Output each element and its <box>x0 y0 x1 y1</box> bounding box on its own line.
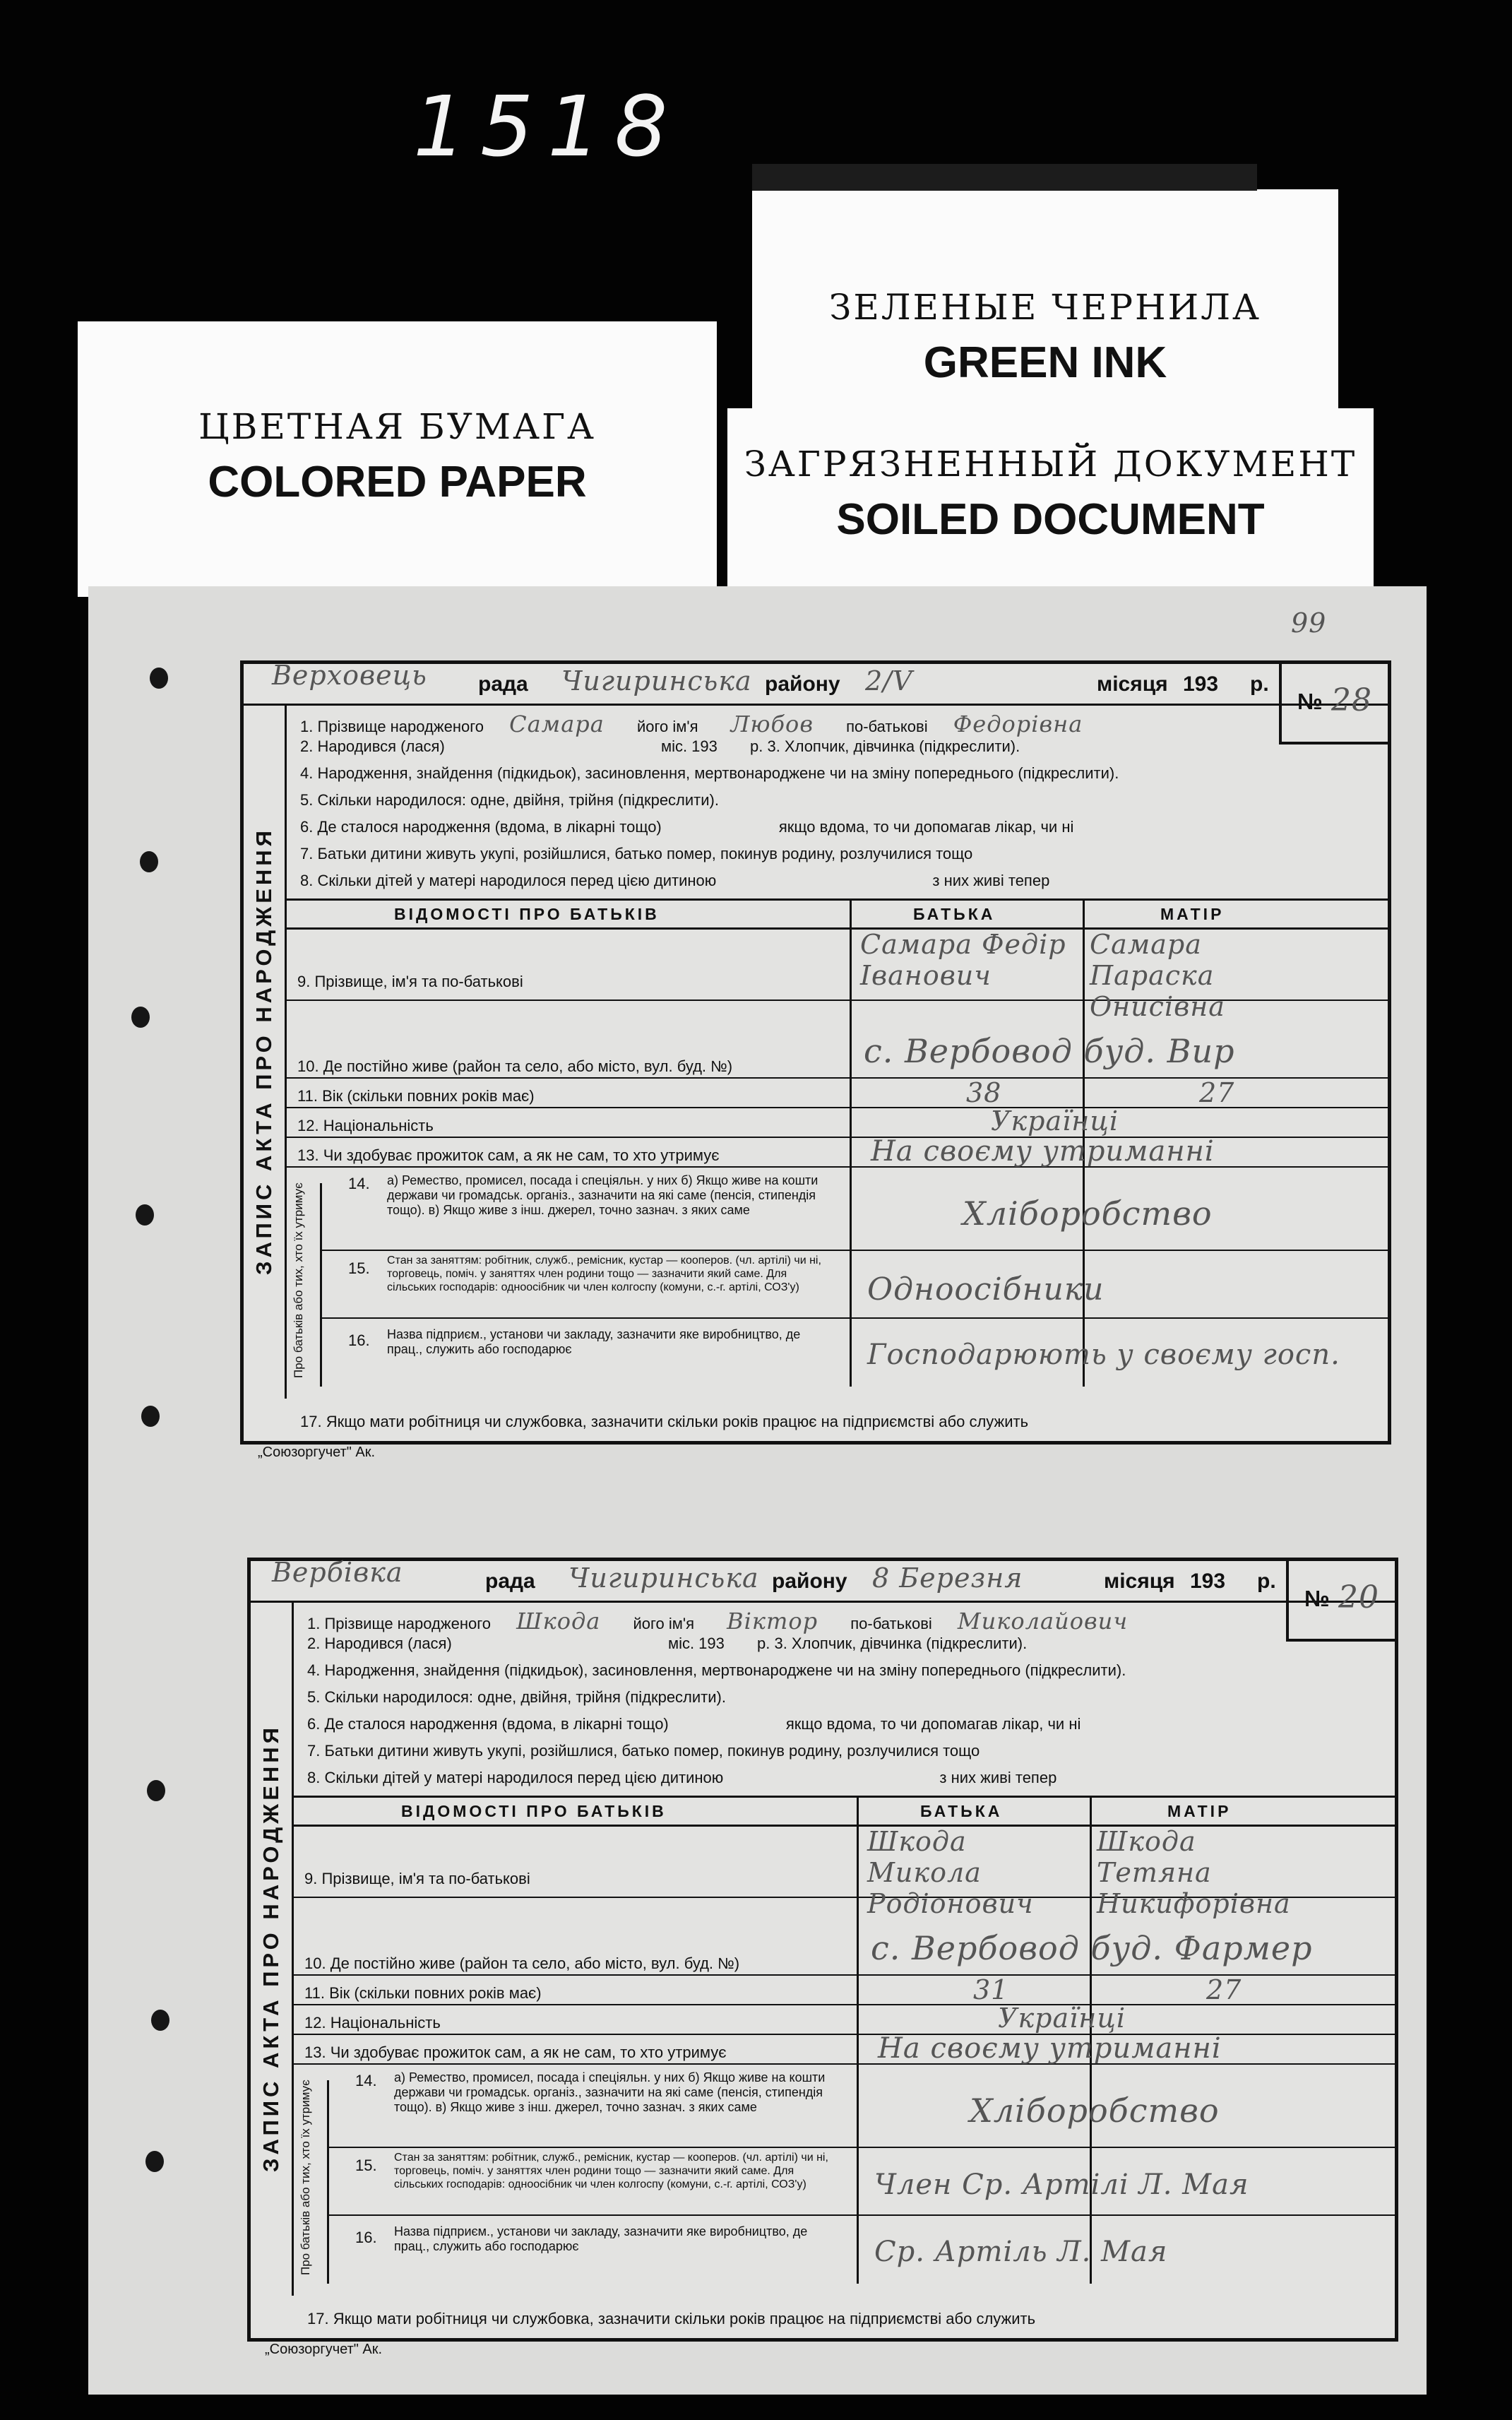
parents-status: Одноосібники <box>867 1271 1105 1307</box>
row-divider <box>327 2214 1395 2216</box>
row-15-number: 15. <box>348 1259 370 1277</box>
rada-label: рада <box>478 672 528 696</box>
parents-table <box>285 898 1388 1387</box>
q6-doctor-label: якщо вдома, то чи допомагав лікар, чи ні <box>785 1715 1081 1733</box>
question-4: 4. Народження, знайдення (підкидьок), засиновлення, мертвонароджене чи на зміну попереднього (підкреслити). <box>300 764 1119 782</box>
father-age: 38 <box>966 1077 1002 1108</box>
sub-side-label: Про батьків або тих, хто їх утримує <box>299 2080 312 2275</box>
row-15-label: Стан за заняттям: робітник, служб., ремісник, кустар — кооперов. (чл. артілі) чи ні, торговець, поміч. у заняттях член родини тощо — зазначити який саме. Для сільських господарів: одноосібник чи член колгоспу (комуни, с.-г. артілі, СОЗ'у) <box>394 2152 828 2190</box>
mother-name: Шкода Тетяна Никифорівна <box>1097 1826 1291 1919</box>
row-12-label: 12. Національність <box>297 1117 434 1134</box>
year-suffix: р. <box>1250 672 1269 696</box>
row-16-label: Назва підприєм., установи чи закладу, зазначити яке виробництво, де прац., служить або господарює <box>394 2224 808 2253</box>
q6-doctor-label: якщо вдома, то чи допомагав лікар, чи ні <box>778 818 1074 836</box>
row-10-label: 10. Де постійно живе (район та село, або місто, вул. буд. №) <box>304 1955 740 1972</box>
row-divider <box>292 2063 1395 2065</box>
row-divider <box>327 2147 1395 2148</box>
printer-mark: „Союзоргучет" Ак. <box>258 1445 376 1460</box>
row-divider <box>320 1317 1388 1319</box>
form-side-title: ЗАПИС АКТА ПРО НАРОДЖЕННЯ <box>258 1724 283 2172</box>
notice-green-ink-ru: ЗЕЛЕНЫЕ ЧЕРНИЛА <box>829 287 1261 328</box>
row-14-label: а) Ремество, промисел, посада і спеціяльн. у них б) Якщо живе на кошти держави чи громадськ. організ., зазначити на які саме (пенсія, стипендія тощо). в) Якщо живе з інш. джерел, точно зазнач. з яких саме <box>394 2070 826 2114</box>
parents-workplace: Ср. Артіль Л. Мая <box>874 2236 1168 2268</box>
notice-colored-paper-en: COLORED PAPER <box>208 458 587 506</box>
col-divider <box>857 1798 859 2284</box>
form-header <box>244 660 1388 706</box>
form-side-title: ЗАПИС АКТА ПРО НАРОДЖЕННЯ <box>251 827 276 1275</box>
parents-nationality: Українці <box>998 2003 1126 2034</box>
record-number: 20 <box>1338 1579 1379 1615</box>
parents-table <box>292 1796 1395 2284</box>
binding-hole <box>147 1780 165 1801</box>
sub-divider <box>327 2080 329 2284</box>
parents-support: На своєму утриманні <box>878 2032 1222 2065</box>
question-2 <box>300 737 1020 756</box>
row-16-number: 16. <box>355 2229 377 2246</box>
form-header <box>251 1557 1395 1603</box>
question-5: 5. Скільки народилося: одне, двійня, трійня (підкреслити). <box>307 1688 726 1706</box>
notice-soiled-document <box>727 408 1374 588</box>
parents-workplace: Господарюють у своєму госп. <box>867 1339 1340 1371</box>
row-divider <box>285 1166 1388 1168</box>
q8-label: 8. Скільки дітей у матері народилося перед цією дитиною <box>300 872 717 889</box>
parents-table-header <box>285 901 1388 930</box>
q1-label: 1. Прізвище народженого <box>307 1615 491 1632</box>
row-14-label: а) Ремество, промисел, посада і спеціяльн. у них б) Якщо живе на кошти держави чи громадськ. організ., зазначити на які саме (пенсія, стипендія тощо). в) Якщо живе з інш. джерел, точно зазнач. з яких саме <box>387 1173 818 1217</box>
birth-day: 8 Березня <box>872 1562 1023 1594</box>
q6-label: 6. Де сталося народження (вдома, в лікарні тощо) <box>307 1715 669 1733</box>
parents-occupation: Хліборобство <box>963 1194 1213 1233</box>
sub-divider <box>320 1183 322 1387</box>
child-first-name: Любов <box>730 711 814 737</box>
parents-residence: с. Вербовод буд. Фармер <box>871 1929 1313 1967</box>
notice-green-ink <box>752 189 1338 410</box>
page-number: 99 <box>1291 607 1327 639</box>
q1-patronymic-label: по-батькові <box>846 718 928 735</box>
row-divider <box>292 2034 1395 2035</box>
tape-strip <box>752 164 1257 191</box>
notice-colored-paper-ru: ЦВЕТНАЯ БУМАГА <box>198 406 596 447</box>
rada-label: рада <box>485 1570 535 1593</box>
row-16-number: 16. <box>348 1331 370 1349</box>
q2-sex-label: р. 3. Хлопчик, дівчинка (підкреслити). <box>750 737 1020 755</box>
father-name: Самара Федір Іванович <box>860 929 1066 991</box>
birth-record-form <box>240 660 1391 1445</box>
hdr-mother: МАТІР <box>1167 1802 1232 1820</box>
parents-status: Член Ср. Артілі Л. Мая <box>874 2169 1249 2201</box>
year-label: 193 <box>1183 672 1219 696</box>
sub-side-label: Про батьків або тих, хто їх утримує <box>292 1182 305 1378</box>
q1-first-name-label: його ім'я <box>636 718 698 735</box>
rada-name: Чигиринська <box>569 1562 759 1594</box>
q8-living-label: з них живі тепер <box>932 872 1050 889</box>
month-label: місяця <box>1097 672 1168 696</box>
parents-nationality: Українці <box>991 1105 1119 1137</box>
question-6 <box>300 818 1073 836</box>
form-side-title-column <box>251 1601 294 2296</box>
row-divider <box>320 1250 1388 1251</box>
row-15-number: 15. <box>355 2157 377 2174</box>
row-15-label: Стан за заняттям: робітник, служб., ремісник, кустар — кооперов. (чл. артілі) чи ні, торговець, поміч. у заняттях член родини тощо — зазначити який саме. Для сільських господарів: одноосібник чи член колгоспу (комуни, с.-г. артілі, СОЗ'у) <box>387 1255 821 1293</box>
col-divider <box>850 901 852 1387</box>
parents-occupation: Хліборобство <box>970 2092 1220 2130</box>
question-6 <box>307 1715 1081 1733</box>
binding-hole <box>140 851 158 872</box>
row-9-label: 9. Прізвище, ім'я та по-батькові <box>297 973 523 990</box>
record-number-box <box>1286 1561 1395 1642</box>
parents-support: На своєму утриманні <box>871 1135 1215 1168</box>
binding-hole <box>150 668 168 689</box>
record-number: 28 <box>1331 682 1372 718</box>
binding-hole <box>136 1204 154 1226</box>
question-5: 5. Скільки народилося: одне, двійня, трійня (підкреслити). <box>300 791 719 809</box>
record-number-label: № <box>1304 1586 1330 1611</box>
year-label: 193 <box>1190 1570 1226 1593</box>
birth-day: 2/V <box>865 665 913 696</box>
question-7: 7. Батьки дитини живуть укупі, розійшлися, батько помер, покинув родину, розлучилися тощо <box>300 845 973 862</box>
row-14-number: 14. <box>355 2072 377 2089</box>
record-number-label: № <box>1297 689 1323 714</box>
q2-label: 2. Народився (лася) <box>307 1635 452 1652</box>
binding-hole <box>141 1406 160 1427</box>
question-8 <box>300 872 1049 890</box>
q8-living-label: з них живі тепер <box>939 1769 1057 1786</box>
mother-age: 27 <box>1199 1077 1235 1108</box>
q2-sex-label: р. 3. Хлопчик, дівчинка (підкреслити). <box>757 1635 1028 1652</box>
binding-hole <box>131 1007 150 1028</box>
notice-soiled-document-ru: ЗАГРЯЗНЕННЫЙ ДОКУМЕНТ <box>744 444 1357 485</box>
village-name: Вербівка <box>272 1557 403 1588</box>
question-8 <box>307 1769 1056 1787</box>
q2-label: 2. Народився (лася) <box>300 737 445 755</box>
mother-age: 27 <box>1206 1974 1242 2005</box>
row-divider <box>285 1137 1388 1138</box>
rayon-label: району <box>765 672 840 696</box>
q8-label: 8. Скільки дітей у матері народилося перед цією дитиною <box>307 1769 724 1786</box>
child-surname: Самара <box>509 711 605 737</box>
q2-month-label: міс. 193 <box>667 1635 725 1652</box>
question-17: 17. Якщо мати робітниця чи службовка, зазначити скільки років працює на підприємстві або служить <box>307 2310 1036 2327</box>
question-1 <box>300 711 1083 737</box>
printer-mark: „Союзоргучет" Ак. <box>265 2342 383 2357</box>
binding-hole <box>145 2151 164 2172</box>
question-4: 4. Народження, знайдення (підкидьок), засиновлення, мертвонароджене чи на зміну попереднього (підкреслити). <box>307 1661 1126 1679</box>
record-number-box <box>1279 664 1388 745</box>
q1-label: 1. Прізвище народженого <box>300 718 484 735</box>
mother-name: Самара Параска Онисівна <box>1090 929 1225 1022</box>
hdr-info: ВІДОМОСТІ ПРО БАТЬКІВ <box>394 905 660 923</box>
father-age: 31 <box>973 1974 1009 2005</box>
child-patronymic: Федорівна <box>953 711 1083 737</box>
parents-table-header <box>292 1798 1395 1827</box>
row-11-label: 11. Вік (скільки повних років має) <box>304 1984 542 2002</box>
hdr-father: БАТЬКА <box>920 1802 1003 1820</box>
hdr-info: ВІДОМОСТІ ПРО БАТЬКІВ <box>401 1802 667 1820</box>
question-2 <box>307 1635 1027 1653</box>
parents-residence: с. Вербовод буд. Вир <box>864 1032 1235 1070</box>
child-first-name: Віктор <box>727 1608 818 1635</box>
q2-month-label: міс. 193 <box>660 737 718 755</box>
birth-record-form <box>247 1558 1398 2342</box>
row-10-label: 10. Де постійно живе (район та село, або місто, вул. буд. №) <box>297 1057 733 1075</box>
rayon-label: району <box>772 1570 847 1593</box>
question-17: 17. Якщо мати робітниця чи службовка, зазначити скільки років працює на підприємстві або служить <box>300 1413 1029 1430</box>
year-suffix: р. <box>1257 1570 1276 1593</box>
binding-hole <box>151 2010 169 2031</box>
notice-green-ink-en: GREEN INK <box>923 338 1167 387</box>
hdr-mother: МАТІР <box>1160 905 1225 923</box>
month-label: місяця <box>1104 1570 1175 1593</box>
child-surname: Шкода <box>516 1608 601 1635</box>
row-9-label: 9. Прізвище, ім'я та по-батькові <box>304 1870 530 1887</box>
form-side-title-column <box>244 704 287 1399</box>
row-12-label: 12. Національність <box>304 2014 441 2032</box>
row-14-number: 14. <box>348 1175 370 1192</box>
archive-number: 1518 <box>413 78 682 175</box>
notice-soiled-document-en: SOILED DOCUMENT <box>836 495 1265 544</box>
row-16-label: Назва підприєм., установи чи закладу, зазначити яке виробництво, де прац., служить або господарює <box>387 1327 801 1356</box>
row-13-label: 13. Чи здобуває прожиток сам, а як не сам, то хто утримує <box>297 1146 720 1164</box>
village-name: Верховець <box>272 660 427 691</box>
row-11-label: 11. Вік (скільки повних років має) <box>297 1087 535 1105</box>
q1-first-name-label: його ім'я <box>633 1615 695 1632</box>
q6-label: 6. Де сталося народження (вдома, в лікарні тощо) <box>300 818 662 836</box>
question-7: 7. Батьки дитини живуть укупі, розійшлися, батько помер, покинув родину, розлучилися тощо <box>307 1742 980 1760</box>
question-1 <box>307 1608 1128 1635</box>
father-name: Шкода Микола Родіонович <box>867 1826 1034 1919</box>
q1-patronymic-label: по-батькові <box>850 1615 932 1632</box>
rada-name: Чигиринська <box>561 665 752 696</box>
hdr-father: БАТЬКА <box>913 905 996 923</box>
notice-colored-paper <box>78 321 717 597</box>
child-patronymic: Миколайович <box>957 1608 1129 1635</box>
row-13-label: 13. Чи здобуває прожиток сам, а як не сам, то хто утримує <box>304 2044 727 2061</box>
